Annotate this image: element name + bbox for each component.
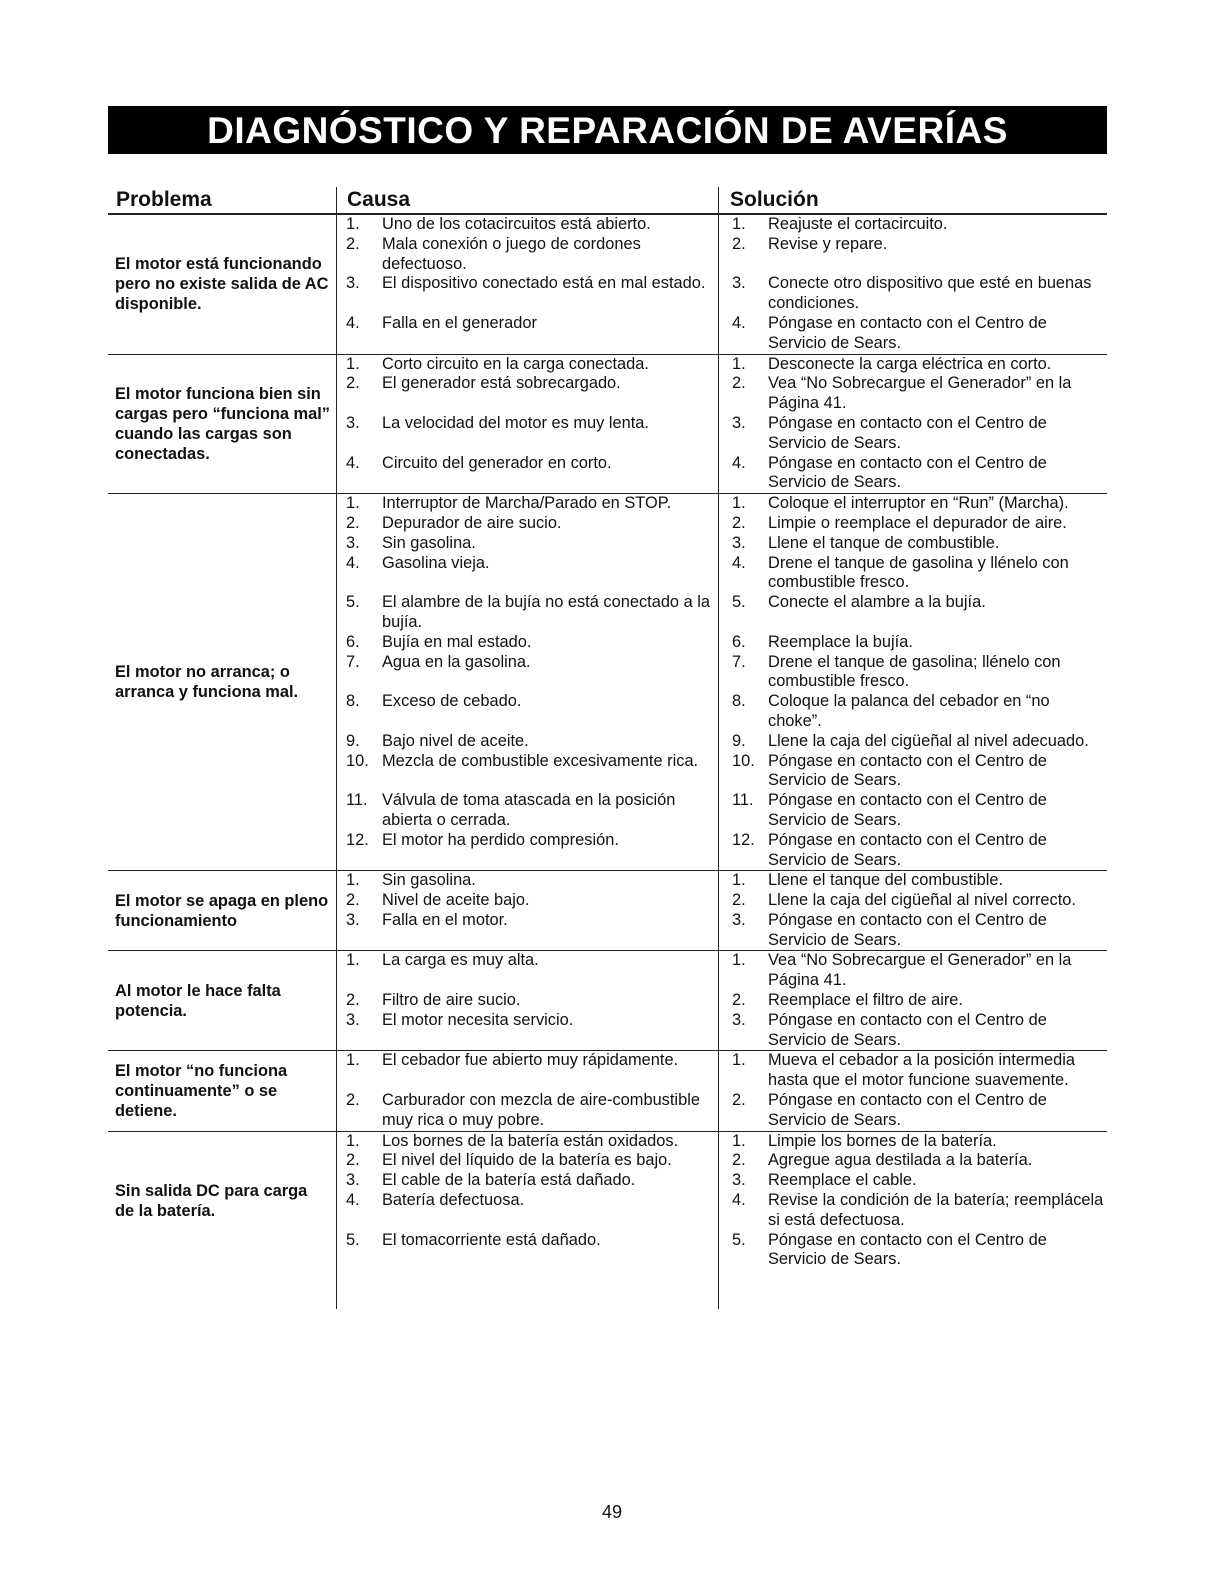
solution-text: Vea “No Sobrecargue el Generador” en la Página 41. [768,951,1072,990]
solution-text: Conecte el alambre a la bujía. [768,593,986,612]
solution-number: 3. [732,413,746,432]
cause-text: Uno de los cotacircuitos está abierto. [382,215,651,233]
solution-number: 2. [732,234,746,253]
solution-number: 2. [732,513,746,532]
solution-item [718,494,1107,514]
solution-text: Póngase en contacto con el Centro de Servicio de Sears. [768,1091,1047,1129]
cause-number: 8. [346,692,360,711]
cause-number: 3. [346,910,360,929]
solution-text: Póngase en contacto con el Centro de Servicio de Sears. [768,413,1047,452]
cause-number: 1. [346,354,360,373]
cause-text: Mala conexión o juego de cordones defectuoso. [382,234,641,273]
table-row [108,355,1107,495]
problem-cell [108,215,336,354]
cause-text: Sin gasolina. [382,871,476,890]
cause-item [336,692,718,712]
solution-item [718,911,1107,951]
problem-text: El motor funciona bien sin cargas pero “funciona mal” cuando las cargas son conectadas. [115,384,330,463]
solution-item [718,274,1107,314]
solution-number: 1. [732,951,746,970]
cause-number: 1. [346,951,360,970]
solution-item [718,633,1107,653]
cause-number: 10. [346,751,369,770]
cause-text: El motor necesita servicio. [382,1010,574,1029]
cause-item [336,911,718,931]
cause-item [336,414,718,434]
problem-text: El motor no arranca; o arranca y funciona mal. [115,663,299,702]
solution-item [718,831,1107,871]
cause-text: Circuito del generador en corto. [382,453,612,472]
solution-item [718,534,1107,554]
solution-item [718,653,1107,693]
cause-text: Exceso de cebado. [382,692,522,711]
solution-item [718,1231,1107,1271]
cause-number: 2. [346,1091,360,1110]
solution-item [718,692,1107,732]
cause-item [336,991,718,1011]
solution-number: 3. [732,533,746,552]
solution-item [718,514,1107,534]
solution-text: Coloque la palanca del cebador en “no choke”. [768,692,1050,730]
solution-text: Póngase en contacto con el Centro de Servicio de Sears. [768,830,1047,869]
solution-text: Desconecte la carga eléctrica en corto. [768,354,1052,373]
solution-item [718,414,1107,454]
cause-number: 2. [346,234,360,253]
cause-number: 4. [346,1191,360,1210]
solution-item [718,752,1107,792]
solution-number: 2. [732,991,746,1010]
troubleshooting-table [0,215,1224,1270]
cause-text: Filtro de aire sucio. [382,991,521,1010]
cause-number: 1. [346,871,360,890]
solution-text: Llene la caja del cigüeñal al nivel correcto. [768,891,1076,910]
table-row [108,215,1107,355]
cause-item [336,274,718,294]
solution-item [718,1011,1107,1051]
problem-cell [108,1132,336,1271]
solution-text: Reajuste el cortacircuito. [768,215,948,233]
cause-item [336,374,718,394]
cause-item [336,633,718,653]
solution-number: 7. [732,652,746,671]
table-row [108,1132,1107,1271]
solution-text: Póngase en contacto con el Centro de Servicio de Sears. [768,751,1047,790]
cause-text: Interruptor de Marcha/Parado en STOP. [382,494,672,513]
problem-cell [108,871,336,950]
cause-text: El dispositivo conectado está en mal estado. [382,274,706,293]
cause-item [336,314,718,334]
cause-number: 12. [346,830,369,849]
solution-item [718,1091,1107,1131]
cause-item [336,1231,718,1251]
solution-text: Drene el tanque de gasolina; llénelo con combustible fresco. [768,652,1061,691]
solution-item [718,314,1107,354]
cause-number: 2. [346,1151,360,1170]
problem-cell [108,1051,336,1130]
solution-number: 2. [732,891,746,910]
solution-text: Póngase en contacto con el Centro de Servicio de Sears. [768,791,1047,829]
solution-item [718,454,1107,494]
cause-number: 5. [346,593,360,612]
solution-number: 4. [732,313,746,332]
problem-text: El motor “no funciona continuamente” o se detiene. [115,1062,288,1121]
cause-item [336,752,718,772]
cause-number: 4. [346,453,360,472]
solution-text: Limpie los bornes de la batería. [768,1131,997,1150]
cause-number: 9. [346,731,360,750]
cause-item [336,355,718,375]
cause-text: Falla en el generador [382,313,537,332]
cause-text: El cebador fue abierto muy rápidamente. [382,1051,679,1070]
cause-number: 1. [346,494,360,513]
cause-item [336,1191,718,1211]
solution-text: Limpie o reemplace el depurador de aire. [768,513,1067,532]
solution-item [718,235,1107,255]
solution-number: 1. [732,871,746,890]
solution-number: 1. [732,215,746,233]
page-title-banner: DIAGNÓSTICO Y REPARACIÓN DE AVERÍAS [108,106,1107,154]
cause-item [336,454,718,474]
solution-number: 12. [732,830,755,849]
solution-number: 10. [732,751,755,770]
solution-number: 4. [732,1191,746,1210]
cause-item [336,514,718,534]
cause-item [336,235,718,275]
solution-item [718,355,1107,375]
cause-item [336,831,718,851]
table-row [108,494,1107,871]
cause-item [336,534,718,554]
solution-number: 8. [732,692,746,711]
cause-number: 7. [346,652,360,671]
cause-text: Bujía en mal estado. [382,632,532,651]
cause-item [336,1151,718,1171]
cause-text: Depurador de aire sucio. [382,513,562,532]
solution-number: 3. [732,910,746,929]
cause-item [336,871,718,891]
cause-number: 11. [346,791,368,810]
solution-column-header: Solución [730,188,819,211]
solution-item [718,1132,1107,1152]
cause-text: Sin gasolina. [382,533,476,552]
cause-text: Mezcla de combustible excesivamente rica. [382,751,699,770]
cause-number: 5. [346,1230,360,1249]
cause-text: Bajo nivel de aceite. [382,731,529,750]
cause-item [336,1132,718,1152]
cause-item [336,791,718,831]
solution-text: Agregue agua destilada a la batería. [768,1151,1033,1170]
cause-item [336,891,718,911]
cause-number: 1. [346,1051,360,1070]
cause-text: Nivel de aceite bajo. [382,891,530,910]
problem-cell [108,951,336,1050]
solution-number: 11. [732,791,754,810]
solution-item [718,991,1107,1011]
solution-item [718,732,1107,752]
cause-item [336,593,718,633]
cause-column-header: Causa [347,188,411,211]
cause-text: Los bornes de la batería están oxidados. [382,1131,679,1150]
cause-text: El generador está sobrecargado. [382,374,621,393]
solution-item [718,1191,1107,1231]
solution-text: Póngase en contacto con el Centro de Servicio de Sears. [768,313,1047,352]
solution-item [718,791,1107,831]
cause-text: Gasolina vieja. [382,553,490,572]
solution-item [718,215,1107,235]
cause-item [336,1171,718,1191]
table-row [108,951,1107,1051]
cause-number: 2. [346,891,360,910]
solution-text: Póngase en contacto con el Centro de Servicio de Sears. [768,453,1047,492]
cause-number: 2. [346,513,360,532]
solution-number: 5. [732,593,746,612]
cause-item [336,653,718,673]
solution-number: 3. [732,1171,746,1190]
solution-number: 6. [732,632,746,651]
solution-text: Reemplace el cable. [768,1171,917,1190]
cause-number: 3. [346,413,360,432]
cause-number: 2. [346,374,360,393]
problem-text: Sin salida DC para carga de la batería. [115,1181,308,1220]
cause-text: La carga es muy alta. [382,951,539,970]
cause-text: El motor ha perdido compresión. [382,830,619,849]
solution-number: 2. [732,374,746,393]
cause-item [336,494,718,514]
problem-text: El motor se apaga en pleno funcionamiento [115,891,329,930]
solution-number: 1. [732,494,746,513]
cause-text: Válvula de toma atascada en la posición abierta o cerrada. [382,791,676,829]
cause-number: 3. [346,274,360,293]
problem-cell [108,494,336,870]
solution-number: 4. [732,553,746,572]
solution-number: 9. [732,731,746,750]
cause-number: 3. [346,1171,360,1190]
cause-number: 2. [346,991,360,1010]
cause-text: El tomacorriente está dañado. [382,1230,601,1249]
solution-text: Póngase en contacto con el Centro de Servicio de Sears. [768,1010,1047,1049]
solution-number: 2. [732,1091,746,1110]
problem-column-header: Problema [116,188,212,211]
solution-number: 5. [732,1230,746,1249]
solution-number: 3. [732,1010,746,1029]
solution-item [718,1051,1107,1091]
cause-number: 1. [346,1131,360,1150]
cause-item [336,215,718,235]
solution-number: 1. [732,1131,746,1150]
solution-item [718,1171,1107,1191]
solution-number: 2. [732,1151,746,1170]
problem-text: El motor está funcionando pero no existe salida de AC disponible. [115,255,329,314]
solution-text: Drene el tanque de gasolina y llénelo con combustible fresco. [768,553,1069,592]
table-row [108,1051,1107,1131]
solution-text: Conecte otro dispositivo que esté en buenas condiciones. [768,274,1092,313]
solution-item [718,951,1107,991]
cause-item [336,554,718,574]
solution-item [718,374,1107,414]
solution-text: Llene la caja del cigüeñal al nivel adecuado. [768,731,1089,750]
solution-text: Vea “No Sobrecargue el Generador” en la Página 41. [768,374,1072,413]
cause-text: El cable de la batería está dañado. [382,1171,636,1190]
cause-item [336,951,718,971]
cause-text: El nivel del líquido de la batería es bajo. [382,1151,672,1170]
solution-item [718,871,1107,891]
solution-number: 1. [732,1051,746,1070]
cause-text: Carburador con mezcla de aire-combustible muy rica o muy pobre. [382,1091,700,1129]
cause-text: Agua en la gasolina. [382,652,531,671]
solution-text: Mueva el cebador a la posición intermedia hasta que el motor funcione suavemente. [768,1051,1076,1090]
solution-number: 1. [732,354,746,373]
problem-text: Al motor le hace falta potencia. [115,981,281,1020]
cause-number: 4. [346,553,360,572]
cause-number: 6. [346,632,360,651]
cause-number: 3. [346,1010,360,1029]
cause-item [336,1091,718,1131]
solution-number: 4. [732,453,746,472]
cause-number: 1. [346,215,360,233]
cause-text: La velocidad del motor es muy lenta. [382,413,649,432]
solution-number: 3. [732,274,746,293]
solution-item [718,554,1107,594]
solution-item [718,891,1107,911]
cause-item [336,1011,718,1031]
solution-item [718,593,1107,613]
solution-text: Llene el tanque de combustible. [768,533,1000,552]
cause-number: 4. [346,313,360,332]
cause-text: Falla en el motor. [382,910,508,929]
solution-text: Reemplace la bujía. [768,632,913,651]
cause-number: 3. [346,533,360,552]
solution-item [718,1151,1107,1171]
page-number: 49 [601,1502,623,1522]
solution-text: Revise la condición de la batería; reemplácela si está defectuosa. [768,1191,1104,1229]
cause-text: Batería defectuosa. [382,1191,525,1210]
cause-text: El alambre de la bujía no está conectado a la bujía. [382,593,711,631]
problem-cell [108,355,336,494]
solution-text: Póngase en contacto con el Centro de Servicio de Sears. [768,1230,1047,1269]
table-row [108,871,1107,951]
cause-item [336,1051,718,1071]
solution-text: Póngase en contacto con el Centro de Servicio de Sears. [768,910,1047,949]
cause-item [336,732,718,752]
solution-text: Revise y repare. [768,234,888,253]
solution-text: Coloque el interruptor en “Run” (Marcha). [768,494,1069,513]
cause-text: Corto circuito en la carga conectada. [382,354,649,373]
solution-text: Reemplace el filtro de aire. [768,991,963,1010]
solution-text: Llene el tanque del combustible. [768,871,1004,890]
